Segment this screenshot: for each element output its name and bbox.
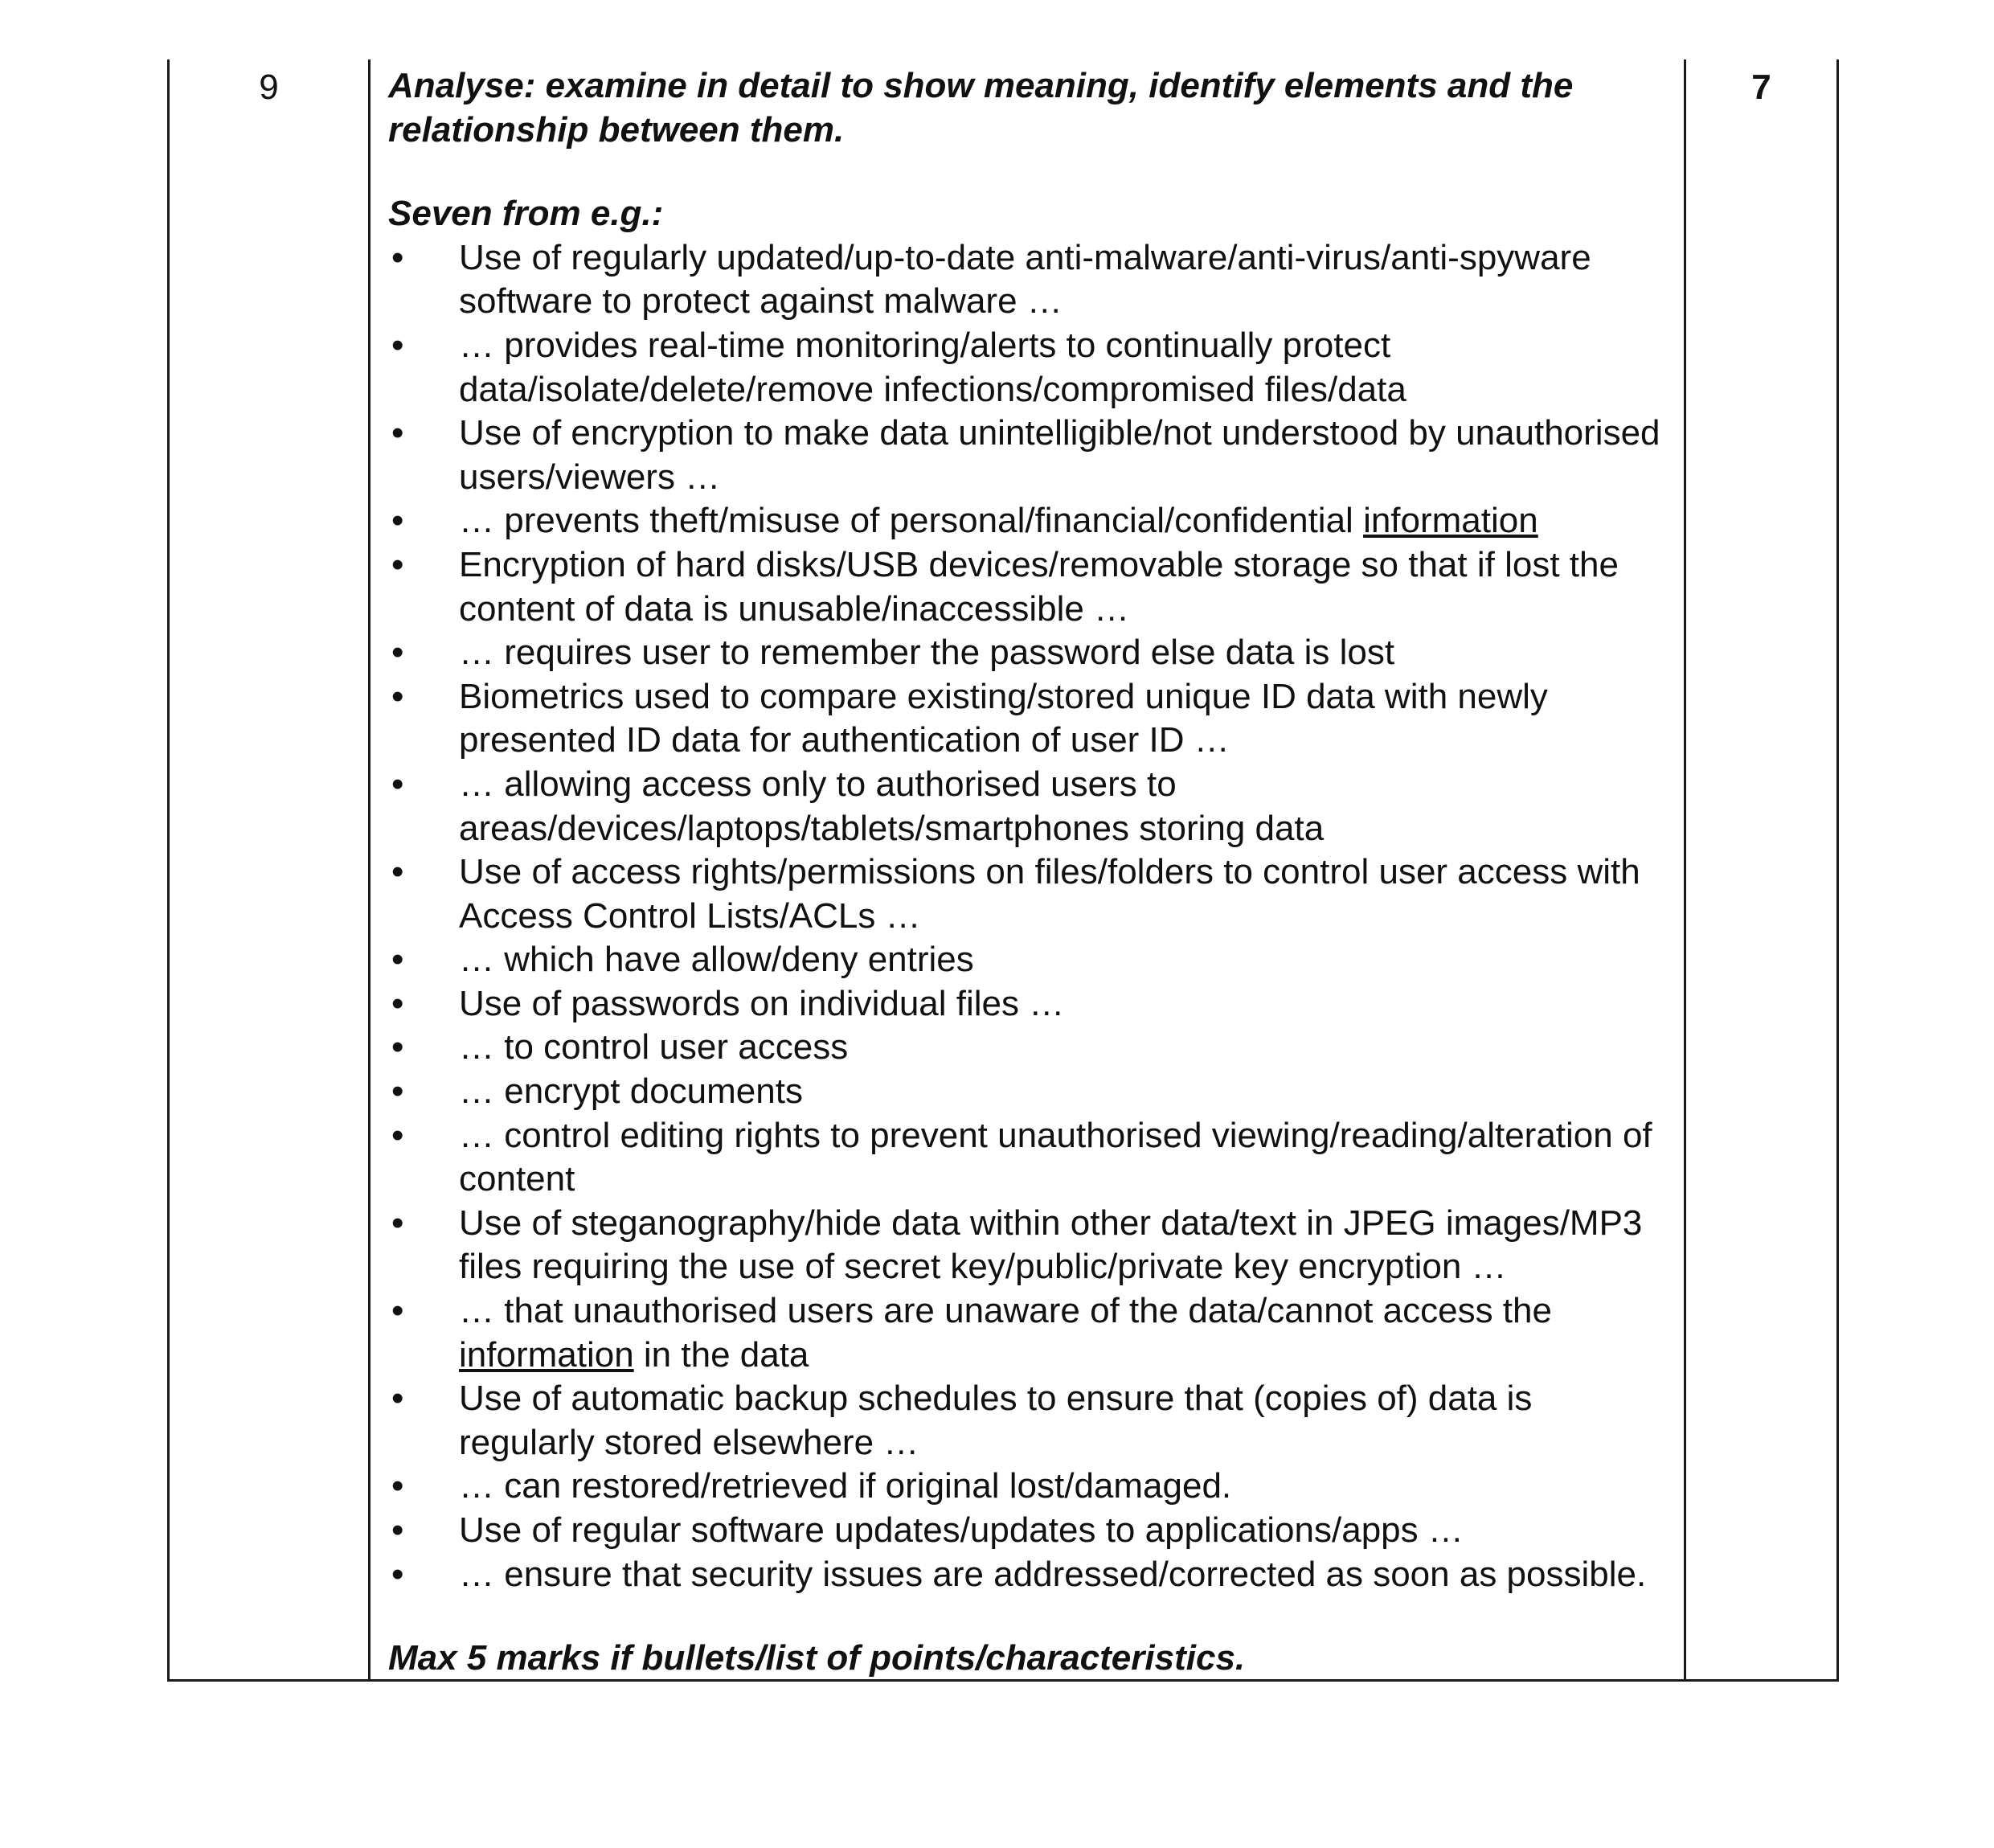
list-item (388, 1553, 1674, 1597)
list-item (388, 763, 1674, 850)
point-text: … allowing access only to authorised users to areas/devices/laptops/tablets/smartphones storing data (459, 764, 1325, 848)
bullet-icon: • (391, 1510, 404, 1550)
marks-value: 7 (1751, 68, 1771, 107)
list-item (388, 1509, 1674, 1553)
answer-cell (388, 64, 1674, 1681)
point-text: … ensure that security issues are addressed/corrected as soon as possible. (459, 1554, 1647, 1594)
bullet-icon: • (391, 940, 404, 980)
list-item (388, 499, 1674, 543)
point-text: … provides real-time monitoring/alerts to continually protect data/isolate/delete/remove infections/compromised files/data (459, 325, 1406, 409)
list-item (388, 631, 1674, 675)
bullet-icon: • (391, 983, 404, 1023)
point-text: Use of encryption to make data unintelligible/not understood by unauthorised users/viewers … (459, 413, 1660, 497)
list-item (388, 1202, 1674, 1289)
bullet-icon: • (391, 1027, 404, 1067)
bullet-icon: • (391, 1554, 404, 1594)
list-item (388, 850, 1674, 938)
list-item (388, 1465, 1674, 1509)
bullet-icon: • (391, 1072, 404, 1112)
bullet-icon: • (391, 676, 404, 716)
list-item (388, 1114, 1674, 1202)
list-item (388, 324, 1674, 412)
indicative-points-list (388, 236, 1674, 1596)
list-item (388, 1377, 1674, 1465)
list-item (388, 412, 1674, 499)
point-text: … requires user to remember the password else data is lost (459, 633, 1395, 673)
underlined-keyword: information (1363, 501, 1538, 541)
bullet-icon: • (391, 413, 404, 453)
definition-line-1: Analyse: examine in detail to show meaning, identify elements and the (388, 66, 1574, 105)
bullet-icon: • (391, 501, 404, 541)
question-number: 9 (259, 68, 279, 107)
bullet-icon: • (391, 1466, 404, 1506)
point-text: … encrypt documents (459, 1072, 803, 1112)
underlined-keyword: information (459, 1334, 634, 1375)
command-word-definition (388, 64, 1674, 152)
point-text: … can restored/retrieved if original lost/damaged. (459, 1466, 1232, 1506)
list-item (388, 1289, 1674, 1377)
list-item (388, 982, 1674, 1026)
bullet-icon: • (391, 1115, 404, 1155)
point-text: … that unauthorised users are unaware of the data/cannot access the (459, 1291, 1552, 1331)
point-text: Use of passwords on individual files … (459, 983, 1065, 1023)
list-item (388, 236, 1674, 324)
point-text: … prevents theft/misuse of personal/financial/confidential (459, 501, 1364, 541)
mark-scheme-table (167, 59, 1839, 1682)
column-divider (368, 59, 371, 1679)
bullet-icon: • (391, 237, 404, 277)
list-item (388, 938, 1674, 982)
list-item (388, 543, 1674, 631)
point-text: Use of access rights/permissions on files/folders to control user access with Access Control Lists/ACLs … (459, 852, 1640, 936)
column-divider (1684, 59, 1686, 1679)
point-text: … control editing rights to prevent unauthorised viewing/reading/alteration of content (459, 1115, 1652, 1199)
point-text-continued: in the data (633, 1334, 809, 1375)
list-item (388, 675, 1674, 763)
bullet-icon: • (391, 1203, 404, 1243)
point-text: Encryption of hard disks/USB devices/removable storage so that if lost the content of data is unusable/inaccessible … (459, 544, 1619, 629)
bullet-icon: • (391, 1291, 404, 1331)
bullet-icon: • (391, 544, 404, 584)
point-text: Biometrics used to compare existing/stored unique ID data with newly presented ID data for authentication of user ID … (459, 676, 1548, 760)
bullet-icon: • (391, 764, 404, 804)
point-text: Use of steganography/hide data within other data/text in JPEG images/MP3 files requiring the use of secret key/public/private key encryption … (459, 1203, 1643, 1287)
point-text: … which have allow/deny entries (459, 940, 974, 980)
point-text: Use of automatic backup schedules to ensure that (copies of) data is regularly stored elsewhere … (459, 1379, 1533, 1462)
point-text: Use of regularly updated/up-to-date anti-malware/anti-virus/anti-spyware software to protect against malware … (459, 237, 1591, 322)
bullet-icon: • (391, 1379, 404, 1419)
bullet-icon: • (391, 325, 404, 365)
definition-line-2: relationship between them. (388, 109, 845, 150)
answer-intro: Seven from e.g.: (388, 194, 664, 234)
bullet-icon: • (391, 633, 404, 673)
point-text: Use of regular software updates/updates to applications/apps … (459, 1510, 1464, 1550)
bullet-icon: • (391, 852, 404, 892)
list-item (388, 1070, 1674, 1114)
point-text: … to control user access (459, 1027, 849, 1067)
list-item (388, 1026, 1674, 1070)
max-marks-note: Max 5 marks if bullets/list of points/characteristics. (388, 1638, 1246, 1678)
